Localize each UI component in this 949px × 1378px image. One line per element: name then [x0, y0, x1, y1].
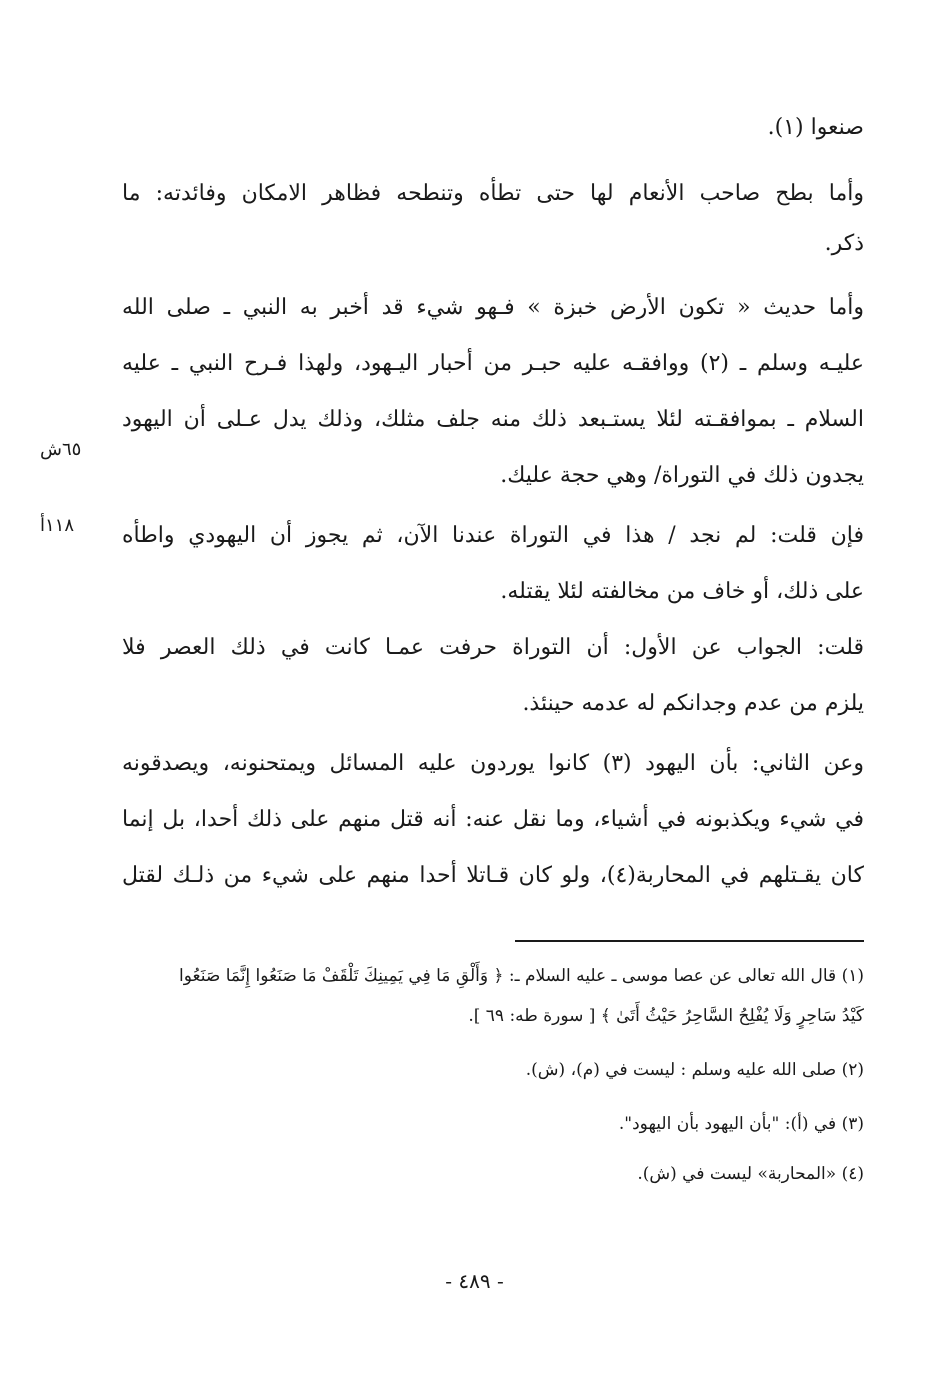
page-number: - ٤٨٩ - [445, 1269, 504, 1293]
text-line-12: وعن الثاني: بأن اليهود (٣) كانوا يوردون عليه المسائل ويمتحنونه، ويصدقونه [122, 751, 864, 776]
text-line-4: وأما حديث « تكون الأرض خبزة » فـهو شيء قد أخبر به النبي ـ صلى الله [122, 295, 864, 320]
text-line-11: يلزم من عدم وجدانكم له عدمه حينئذ. [522, 691, 864, 716]
footnote-3: (٣) في (أ): "بأن اليهود بأن اليهود". [618, 1114, 864, 1134]
footnote-2: (٢) صلى الله عليه وسلم : ليست في (م)، (ش). [525, 1060, 864, 1080]
text-line-3: ذكر. [824, 231, 864, 256]
text-line-10: قلت: الجواب عن الأول: أن التوراة حرفت عمـا كانت في ذلك العصر فلا [122, 635, 864, 660]
margin-note-ms-a: ١١٨أ [40, 515, 75, 536]
text-line-6: السلام ـ بموافقـته لئلا يستـبعد ذلك منه جلف مثلك، وذلك يدل عـلى أن اليهود [122, 407, 864, 432]
text-line-2: وأما بطح صاحب الأنعام لها حتى تطأه وتنطحه فظاهر الامكان وفائدته: ما [122, 181, 864, 206]
margin-note-ms-sh: ٦٥ش [40, 439, 82, 460]
text-line-13: في شيء ويكذبونه في أشياء، وما نقل عنه: أنه قتل منهم على ذلك أحدا، بل إنما [122, 807, 864, 832]
footnote-4: (٤) «المحاربة» ليست في (ش). [637, 1164, 864, 1184]
footnote-1-continuation: كَيْدُ سَاحِرٍ وَلَا يُفْلِحُ السَّاحِرُ حَيْثُ أَتَىٰ ﴾ [ سورة طه: ٦٩ ]. [468, 1006, 864, 1026]
footnote-1: (١) قال الله تعالى عن عصا موسى ـ عليه السلام ـ: ﴿ وَأَلْقِ مَا فِي يَمِينِكَ تَلْقَفْ مَا صَنَعُوا إِنَّمَا صَنَعُوا [179, 966, 864, 986]
text-line-1: صنعوا (١). [767, 115, 864, 140]
text-line-9: على ذلك، أو خاف من مخالفته لئلا يقتله. [500, 579, 864, 604]
text-line-8: فإن قلت: لم نجد / هذا في التوراة عندنا الآن، ثم يجوز أن اليهودي واطأه [122, 523, 864, 548]
text-line-14: كان يقـتلهم في المحاربة(٤)، ولو كان قـاتلا أحدا منهم على شيء من ذلـك لقتل [122, 863, 864, 888]
text-line-5: عليـه وسلم ـ (٢) ووافقـه عليه حبـر من أحبار اليـهود، ولهذا فـرح النبي ـ عليه [122, 351, 864, 376]
text-line-7: يجدون ذلك في التوراة/ وهي حجة عليك. [500, 463, 864, 488]
footnote-separator [515, 940, 864, 942]
